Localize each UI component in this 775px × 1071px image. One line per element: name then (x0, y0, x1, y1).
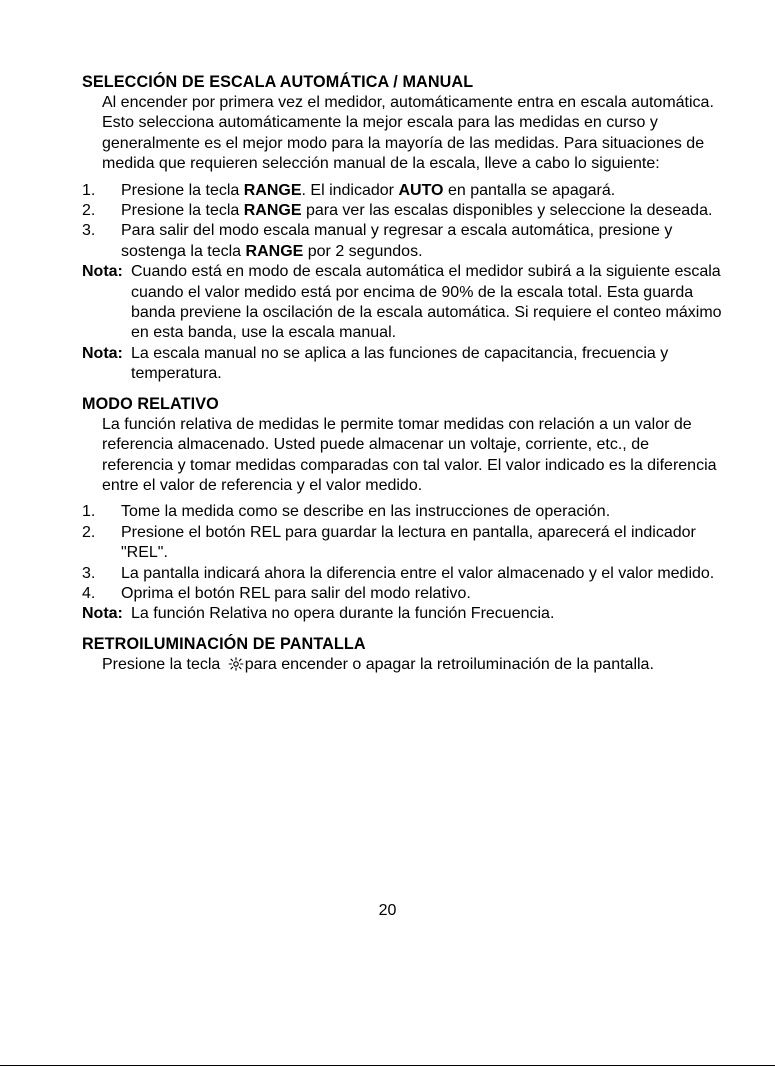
bottom-divider (0, 1065, 775, 1066)
list-item: 3. La pantalla indicará ahora la diferencia entre el valor almacenado y el valor medido. (82, 564, 722, 584)
relative-mode-intro: La función relativa de medidas le permite tomar medidas con relación a un valor de referencia almacenado. Usted puede almacenar un voltaje, corriente, etc., de referencia y tomar medidas comparadas con tal valor. El valor indicado es la diferencia entre el valor de referencia y el valor medido. (102, 415, 717, 494)
page-number: 20 (378, 902, 397, 919)
note (82, 262, 722, 344)
backlight-icon (228, 657, 244, 671)
list-item: 2. Presione la tecla RANGE para ver las escalas disponibles y seleccione la deseada. (82, 201, 722, 221)
note-text: Cuando está en modo de escala automática el medidor subirá a la siguiente escala cuando el valor medido está por encima de 90% de la escala total. Esta guarda banda previene la oscilación de la escala automática. Si requiere el conteo máximo en esta banda, use la escala manual. (131, 263, 722, 342)
list-item: 4. Oprima el botón REL para salir del modo relativo. (82, 584, 722, 604)
note-text: La escala manual no se aplica a las funciones de capacitancia, frecuencia y temperatura. (131, 344, 669, 383)
list-number: 2. (82, 523, 96, 541)
range-key-label: RANGE (243, 181, 302, 199)
list-number: 2. (82, 202, 96, 220)
list-item: 1. Presione la tecla RANGE. El indicador AUTO en pantalla se apagará. (82, 181, 722, 201)
manual-page (82, 72, 722, 675)
section-heading-relative-mode: MODO RELATIVO (82, 394, 219, 413)
list-number: 4. (82, 584, 96, 602)
auto-range-intro: Al encender por primera vez el medidor, automáticamente entra en escala automática. Esto selecciona automáticamente la mejor escala para las medidas en curso y generalmente es el mejor modo para la mayoría de las medidas. Para situaciones de medida que requieren selección manual de la escala, lleve a cabo lo siguiente: (102, 94, 714, 173)
note (82, 344, 722, 385)
backlight-text: Presione la tecla para encender o apagar la retroiluminación de la pantalla. (102, 655, 654, 673)
range-key-label: RANGE (245, 242, 304, 260)
section-heading-backlight: RETROILUMINACIÓN DE PANTALLA (82, 634, 366, 653)
note-label: Nota: (82, 344, 123, 362)
list-item: 2. Presione el botón REL para guardar la lectura en pantalla, aparecerá el indicador "REL". (82, 523, 696, 562)
list-item: 1. Tome la medida como se describe en las instrucciones de operación. (82, 502, 722, 522)
note-label: Nota: (82, 605, 123, 623)
list-number: 3. (82, 222, 96, 240)
list-item: 3. Para salir del modo escala manual y regresar a escala automática, presione y sostenga la tecla RANGE por 2 segundos. (82, 222, 673, 260)
note (82, 604, 722, 624)
list-number: 3. (82, 564, 96, 582)
note-text: La función Relativa no opera durante la función Frecuencia. (131, 605, 555, 623)
range-key-label: RANGE (243, 202, 302, 220)
section-heading-auto-manual-range: SELECCIÓN DE ESCALA AUTOMÁTICA / MANUAL (82, 73, 474, 91)
auto-indicator-label: AUTO (398, 181, 444, 199)
list-number: 1. (82, 503, 96, 521)
list-number: 1. (82, 181, 96, 199)
note-label: Nota: (82, 263, 123, 281)
